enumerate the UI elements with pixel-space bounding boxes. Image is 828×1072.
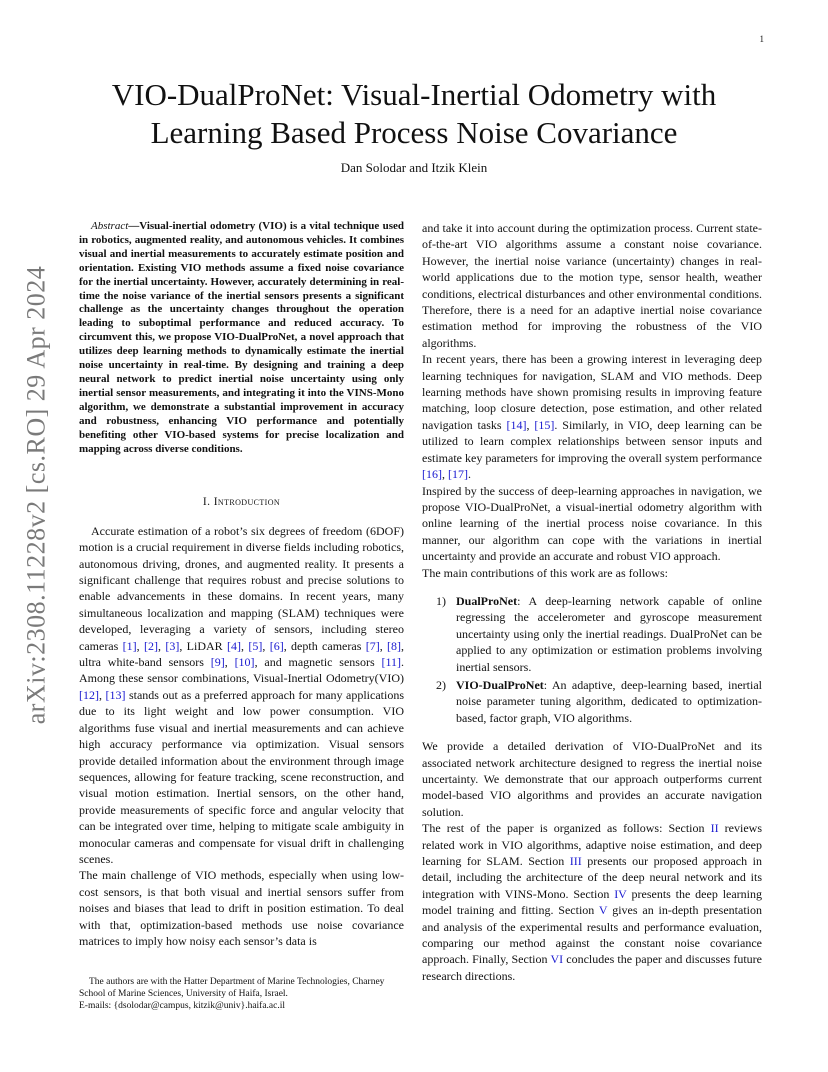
arxiv-identifier-stamp bbox=[21, 265, 50, 725]
citation-link[interactable]: [17] bbox=[448, 467, 468, 482]
footnote-emails: E-mails: {dsolodar@campus, kitzik@univ}.haifa.ac.il bbox=[79, 1001, 286, 1011]
citation-link[interactable]: [9] bbox=[210, 655, 225, 670]
intro-paragraph-4: In recent years, there has been a growing interest in leveraging deep learning techniques for navigation, SLAM and VIO methods. Deep learning methods have shown promising results in improving feature matching, loop closure detection, pose estimation, and other related navigation tasks [14], [15]. Similarly, in VIO, deep learning can be utilized to learn complex relationships between sensor inputs and estimate key parameters for improving the overall system performance [16], [17]. bbox=[422, 352, 762, 482]
abstract-text: —Visual-inertial odometry (VIO) is a vital technique used in robotics, augmented reality, and autonomous vehicles. It combines visual and inertial measurements to accurately estimate position and orientation. Existing VIO methods assume a fixed noise covariance for the inertial uncertainty. However, accurately determining in real-time the noise variance of the inertial sensors presents a significant challenge as the uncertainty changes throughout the operation leading to suboptimal performance and reduced accuracy. To circumvent this, we propose VIO-DualProNet, a novel approach that utilizes deep learning methods to dynamically estimate the inertial noise uncertainty in real-time. By designing and training a deep neural network to predict inertial noise uncertainty using only inertial sensor measurements, and integrating it into the VINS-Mono algorithm, we demonstrate a substantial improvement in accuracy and robustness, enhancing VIO performance and potentially benefiting other VIO-based systems for precise localization and mapping across diverse conditions. bbox=[79, 220, 404, 455]
citation-link[interactable]: [14] bbox=[506, 417, 527, 432]
section-numeral: I. bbox=[202, 496, 214, 509]
citation-link[interactable]: [15] bbox=[534, 417, 555, 432]
left-column bbox=[79, 220, 404, 949]
citation-link[interactable]: [1] bbox=[122, 638, 137, 653]
intro-paragraph-5: Inspired by the success of deep-learning approaches in navigation, we propose VIO-DualProNet, a visual-inertial odometry algorithm with online learning of the inertial process noise covariance. In this manner, our algorithm can cope with the variations in inertial uncertainty and provide an accurate and robust VIO approach. bbox=[422, 483, 762, 564]
list-item: 2) VIO-DualProNet: An adaptive, deep-learning based, inertial noise parameter tuning algorithm, dedicated to optimization-based, factor graph, VIO algorithms. bbox=[436, 677, 762, 725]
intro-paragraph-6: The main contributions of this work are as follows: bbox=[422, 565, 668, 580]
paper-authors: Dan Solodar and Itzik Klein bbox=[340, 160, 488, 175]
right-column bbox=[422, 220, 762, 984]
citation-link[interactable]: [16] bbox=[422, 467, 442, 482]
intro-paragraph-7: We provide a detailed derivation of VIO-DualProNet and its associated network architecture designed to regress the inertial noise uncertainty. We demonstrate that our approach outperforms current model-based VIO algorithms and provides an accurate navigation solution. bbox=[422, 739, 762, 819]
section-heading-introduction bbox=[79, 494, 404, 510]
citation-link[interactable]: [11] bbox=[381, 655, 401, 670]
author-affiliation-footnote bbox=[79, 976, 404, 1012]
intro-paragraph-3: and take it into account during the optimization process. Current state-of-the-art VIO algorithms assume a constant noise covariance. However, the inertial noise variance (uncertainty) changes in real-world applications due to the motion type, sensor health, weather conditions, electrical disturbances and other environmental conditions. Therefore, there is a need for an adaptive inertial noise covariance estimation method for improving the robustness of the VIO algorithms. bbox=[422, 221, 762, 350]
section-title: Introduction bbox=[213, 496, 281, 509]
citation-link[interactable]: [2] bbox=[144, 638, 158, 653]
arxiv-identifier-text: arXiv:2308.11228v2 [cs.RO] 29 Apr 2024 bbox=[21, 265, 50, 725]
citation-link[interactable]: [4] bbox=[227, 638, 242, 653]
section-link[interactable]: V bbox=[598, 903, 608, 918]
list-item: 1) DualProNet: A deep-learning network capable of online regressing the accelerometer and gyroscope measurement uncertainty using only the inertial readings. DualProNet can be applied to any optimization or estimation problems involving inertial sensors. bbox=[436, 593, 762, 674]
abstract-label: Abstract bbox=[91, 220, 129, 232]
contributions-list bbox=[422, 593, 762, 726]
citation-link[interactable]: [13] bbox=[105, 687, 126, 702]
footnote-affiliation: The authors are with the Hatter Department of Marine Technologies, Charney School of Marine Sciences, University of Haifa, Israel. bbox=[79, 977, 385, 999]
citation-link[interactable]: [10] bbox=[234, 655, 255, 670]
citation-link[interactable]: [7] bbox=[365, 638, 380, 653]
paper-title: VIO-DualProNet: Visual-Inertial Odometry with Learning Based Process Noise Covariance bbox=[111, 77, 717, 150]
intro-paragraph-1: Accurate estimation of a robot’s six degrees of freedom (6DOF) motion is a crucial requirement in diverse fields including robotics, autonomous driving, drones, and augmented reality. It presents a significant challenge that requires robust and precise solutions to enable advancements in these domains. In recent years, many simultaneous localization and mapping (SLAM) techniques were developed, leveraging a variety of sensors, including stereo cameras [1], [2], [3], LiDAR [4], [5], [6], depth cameras [7], [8], ultra white-band sensors [9], [10], and magnetic sensors [11]. Among these sensor combinations, Visual-Inertial Odometry(VIO) [12], [13] stands out as a preferred approach for many applications due to its light weight and low power consumption. VIO algorithms fuse visual and inertial measurements and can achieve high accuracy performance via optimization. Visual sensors provide detailed information about the environment through image sequences, allowing for feature tracking, scene reconstruction, and visual motion estimation. Inertial sensors, on the other hand, provide measurements of specific force and angular velocity that can be integrated over time, helping to mitigate scale ambiguity in monocular cameras and compensate for visual drift in challenging scenes. bbox=[79, 523, 405, 866]
section-link[interactable]: III bbox=[569, 854, 582, 869]
intro-paragraph-2: The main challenge of VIO methods, especially when using low-cost sensors, is that both visual and inertial sensors suffer from noises and biases that lead to drift in position estimation. To deal with that, optimization-based methods use noise covariance matrices to imply how noisy each sensor’s data is bbox=[79, 868, 404, 948]
page-number: 1 bbox=[759, 34, 764, 44]
section-link[interactable]: IV bbox=[614, 886, 627, 901]
citation-link[interactable]: [6] bbox=[269, 638, 284, 653]
abstract bbox=[79, 220, 404, 456]
section-link[interactable]: VI bbox=[550, 952, 564, 967]
intro-paragraph-8: The rest of the paper is organized as follows: Section II reviews related work in VIO algorithms, adaptive noise estimation, and deep learning for SLAM. Section III presents our proposed approach in detail, including the architecture of the deep neural network and its integration with VINS-Mono. Section IV presents the deep learning model training and fitting. Section V gives an in-depth presentation and analysis of the experimental results and performance evaluation, comparing our method against the constant noise covariance approach. Finally, Section VI concludes the paper and discusses future research directions. bbox=[422, 821, 763, 983]
citation-link[interactable]: [12] bbox=[79, 687, 99, 702]
section-link[interactable]: II bbox=[710, 821, 719, 836]
citation-link[interactable]: [8] bbox=[387, 638, 402, 653]
citation-link[interactable]: [5] bbox=[248, 638, 263, 653]
citation-link[interactable]: [3] bbox=[165, 638, 180, 653]
